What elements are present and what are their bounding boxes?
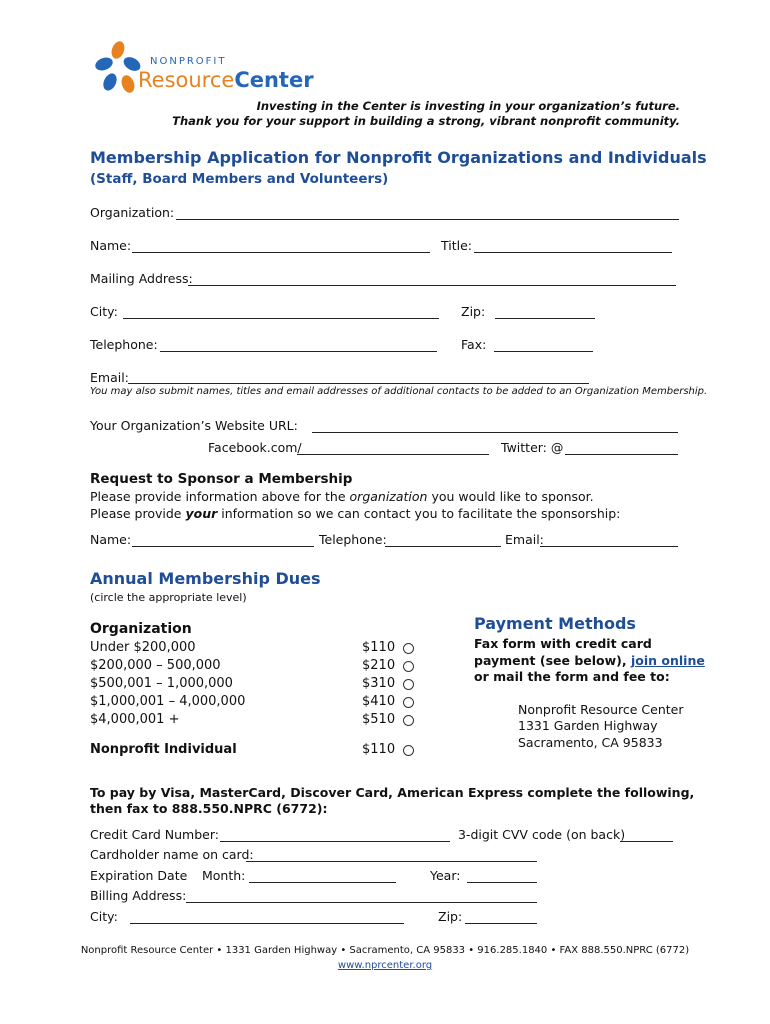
- card-intro2: then fax to 888.550.NPRC (6772):: [90, 801, 328, 816]
- logo-resource: Resource: [138, 68, 235, 92]
- website-label: Your Organization’s Website URL:: [90, 418, 298, 433]
- page-title: Membership Application for Nonprofit Organizations and Individuals: [90, 148, 707, 167]
- dues-level-radio[interactable]: [403, 661, 414, 672]
- card-city-label: City:: [90, 909, 118, 924]
- dues-level-radio[interactable]: [403, 679, 414, 690]
- sponsor-line1b: organization: [349, 489, 428, 504]
- fax-label: Fax:: [461, 337, 487, 352]
- zip-label: Zip:: [461, 304, 486, 319]
- page-subtitle: (Staff, Board Members and Volunteers): [90, 171, 389, 187]
- join-online-link[interactable]: join online: [631, 653, 705, 668]
- title-label: Title:: [441, 238, 472, 253]
- card-cvv-label: 3-digit CVV code (on back): [458, 827, 626, 842]
- payment-addr3: Sacramento, CA 95833: [518, 735, 663, 750]
- sponsor-name-field[interactable]: [132, 546, 314, 547]
- fax-field[interactable]: [494, 351, 593, 352]
- dues-level-label: Under $200,000: [90, 640, 196, 655]
- email-label: Email:: [90, 370, 129, 385]
- website-field[interactable]: [312, 432, 678, 433]
- footer-url-link[interactable]: www.nprcenter.org: [337, 960, 433, 971]
- twitter-label: Twitter: @: [501, 440, 564, 455]
- city-field[interactable]: [123, 318, 439, 319]
- organization-label: Organization:: [90, 205, 175, 220]
- dues-individual-radio[interactable]: [403, 745, 414, 756]
- card-zip-field[interactable]: [465, 923, 537, 924]
- dues-level-price: $210: [362, 658, 396, 673]
- sponsor-line2c: information so we can contact you to facilitate the sponsorship:: [217, 506, 621, 521]
- email-note: You may also submit names, titles and email addresses of additional contacts to be added to an Organization Membership.: [90, 386, 708, 397]
- card-exp-label: Expiration Date: [90, 868, 188, 883]
- logo: [90, 38, 314, 100]
- dues-level-radio[interactable]: [403, 715, 414, 726]
- card-billing-field[interactable]: [186, 902, 537, 903]
- dues-level-radio[interactable]: [403, 643, 414, 654]
- card-cvv-field[interactable]: [620, 841, 673, 842]
- dues-note: (circle the appropriate level): [90, 591, 247, 604]
- dues-level-label: $4,000,001 +: [90, 712, 180, 727]
- city-label: City:: [90, 304, 118, 319]
- card-holder-field[interactable]: [246, 861, 537, 862]
- sponsor-line1: [90, 489, 594, 504]
- dues-level-price: $110: [362, 640, 396, 655]
- payment-line1: Fax form with credit card: [474, 636, 652, 651]
- payment-line2a: payment (see below),: [474, 653, 631, 668]
- name-field[interactable]: [132, 252, 430, 253]
- card-month-field[interactable]: [249, 882, 396, 883]
- dues-level-price: $410: [362, 694, 396, 709]
- card-number-label: Credit Card Number:: [90, 827, 219, 842]
- email-field[interactable]: [128, 383, 589, 384]
- telephone-field[interactable]: [160, 351, 437, 352]
- payment-line2: [474, 653, 705, 668]
- card-city-field[interactable]: [130, 923, 404, 924]
- facebook-field[interactable]: [297, 454, 489, 455]
- sponsor-line1a: Please provide information above for the: [90, 489, 350, 504]
- dues-org-heading: Organization: [90, 621, 192, 637]
- dues-individual-label: Nonprofit Individual: [90, 742, 237, 757]
- card-holder-label: Cardholder name on card:: [90, 847, 254, 862]
- payment-line3: or mail the form and fee to:: [474, 669, 670, 684]
- dues-level-label: $200,000 – 500,000: [90, 658, 221, 673]
- footer-url-wrap: [0, 960, 770, 971]
- payment-addr1: Nonprofit Resource Center: [518, 702, 684, 717]
- logo-line2: [138, 68, 314, 92]
- sponsor-heading: Request to Sponsor a Membership: [90, 471, 353, 487]
- sponsor-name-label: Name:: [90, 532, 132, 547]
- twitter-field[interactable]: [565, 454, 678, 455]
- logo-center: Center: [234, 68, 314, 92]
- tagline-line1: Investing in the Center is investing in your organization’s future.: [256, 99, 680, 113]
- sponsor-email-field[interactable]: [540, 546, 678, 547]
- dues-level-radio[interactable]: [403, 697, 414, 708]
- dues-level-label: $500,001 – 1,000,000: [90, 676, 233, 691]
- dues-level-label: $1,000,001 – 4,000,000: [90, 694, 246, 709]
- title-field[interactable]: [474, 252, 672, 253]
- payment-addr2: 1331 Garden Highway: [518, 718, 658, 733]
- sponsor-telephone-field[interactable]: [385, 546, 501, 547]
- payment-heading: Payment Methods: [474, 614, 636, 633]
- sponsor-line1c: you would like to sponsor.: [427, 489, 594, 504]
- card-month-label: Month:: [202, 868, 246, 883]
- mailing-field[interactable]: [188, 285, 676, 286]
- dues-heading: Annual Membership Dues: [90, 569, 321, 588]
- dues-level-price: $310: [362, 676, 396, 691]
- logo-line1: NONPROFIT: [150, 56, 227, 67]
- footer-line: Nonprofit Resource Center • 1331 Garden Highway • Sacramento, CA 95833 • 916.285.1840 • FAX 888.550.NPRC (6772): [80, 945, 690, 956]
- card-year-label: Year:: [430, 868, 461, 883]
- sponsor-line2b: your: [185, 506, 218, 521]
- dues-individual-price: $110: [362, 742, 396, 757]
- name-label: Name:: [90, 238, 132, 253]
- tagline-line2: Thank you for your support in building a strong, vibrant nonprofit community.: [172, 114, 680, 128]
- mailing-label: Mailing Address:: [90, 271, 193, 286]
- facebook-label: Facebook.com/: [208, 440, 302, 455]
- sponsor-telephone-label: Telephone:: [319, 532, 387, 547]
- sponsor-line2a: Please provide: [90, 506, 186, 521]
- sponsor-email-label: Email:: [505, 532, 544, 547]
- organization-field[interactable]: [176, 219, 679, 220]
- sponsor-line2: [90, 506, 620, 521]
- card-zip-label: Zip:: [438, 909, 463, 924]
- dues-level-price: $510: [362, 712, 396, 727]
- telephone-label: Telephone:: [90, 337, 158, 352]
- card-year-field[interactable]: [467, 882, 537, 883]
- card-intro1: To pay by Visa, MasterCard, Discover Card, American Express complete the following,: [90, 785, 695, 800]
- card-billing-label: Billing Address:: [90, 888, 187, 903]
- card-number-field[interactable]: [220, 841, 450, 842]
- zip-field[interactable]: [495, 318, 595, 319]
